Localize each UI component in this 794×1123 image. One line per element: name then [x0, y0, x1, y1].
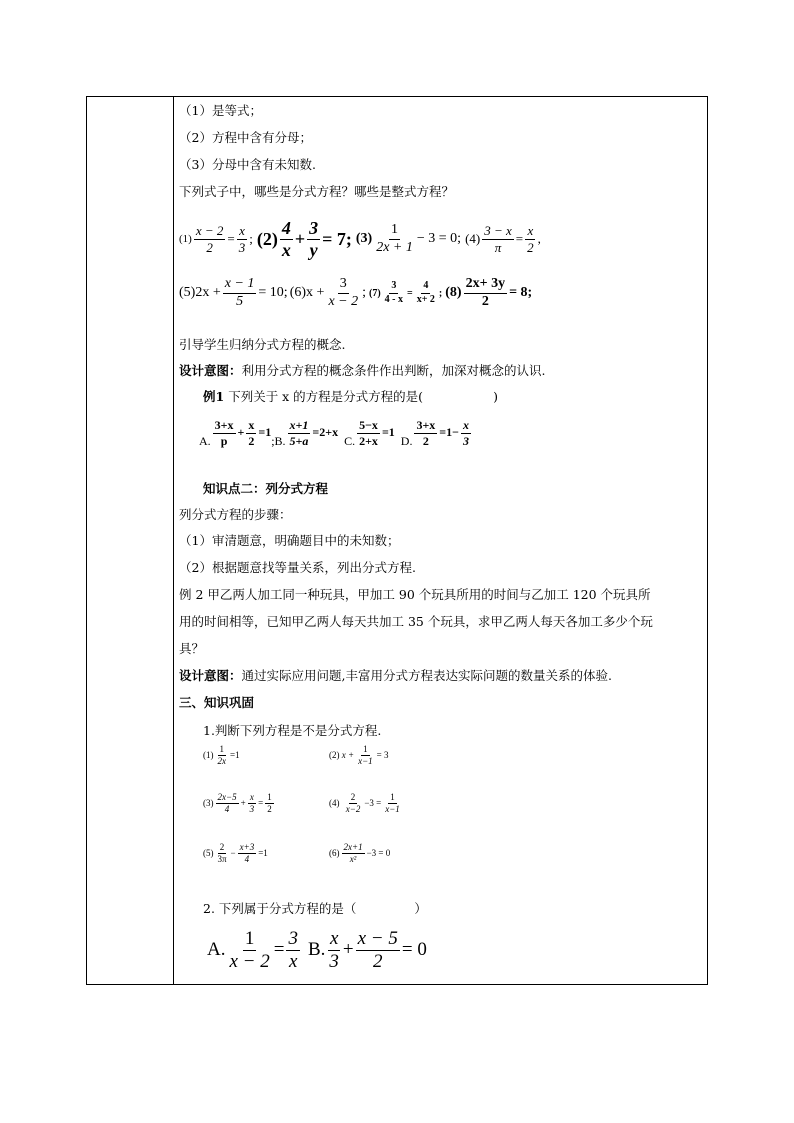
eq7: (7) $\frac{3}{4 - x}$ = $\frac{4}{x+ 2}$ ;	[369, 280, 443, 305]
q1-item-2: (2) x + $\frac{1}{x-1}$ = 3	[329, 744, 389, 767]
lesson-table	[86, 96, 708, 985]
q1-item-1: (1) $\frac{1}{2x}$ =1	[203, 744, 240, 767]
eq1: (1) $\frac{x - 2}{2}$ = $\frac{x}{3}$ ;	[179, 223, 253, 255]
option-d: D. $\frac{3+x}{2}$ =1− $\frac{x}{3}$	[400, 418, 469, 448]
q2-options	[207, 929, 427, 972]
q1-item-3: (3) $\frac{2x-5}{4}$ + $\frac{x}{3}$ = $\frac{1}{2}$	[203, 792, 272, 815]
example-1-options	[199, 419, 473, 447]
option-a: A. $\frac{3+x}{p}$ + $\frac{x}{2}$ =1	[199, 418, 272, 448]
q1-item-6: (6) $\frac{2x+1}{\text{x²}}$ −3 = 0	[329, 842, 391, 865]
eq2: (2) $\frac{4}{x}$ + $\frac{3}{y}$ = 7;	[256, 218, 352, 260]
example-1: 例1 下列关于 x 的方程是分式方程的是( )	[203, 389, 498, 404]
step-1: （1）审清题意，明确题目中的未知数；	[179, 533, 400, 548]
eq8: (8) $\frac{2x+ 3y}{2}$ = 8;	[445, 276, 533, 309]
table-column-divider	[173, 97, 174, 984]
question-1: 1.判断下列方程是不是分式方程.	[203, 723, 382, 738]
condition-2: （2）方程中含有分母；	[179, 130, 312, 145]
eq6: (6)x + $\frac{3}{x - 2}$ ;	[289, 276, 366, 309]
steps-title: 列分式方程的步骤：	[179, 507, 292, 522]
option-c: C. $\frac{5-x}{2+x}$ =1	[344, 418, 395, 448]
q1-item-5: (5) $\frac{2}{3\pi}$ − $\frac{x+3}{4}$ =1	[203, 842, 268, 865]
example-2-line-3: 具？	[179, 641, 205, 656]
design-intent-2: 设计意图：通过实际应用问题,丰富用分式方程表达实际问题的数量关系的体验.	[179, 668, 612, 683]
knowledge-point-2: 知识点二：列分式方程	[203, 481, 329, 496]
example-2-line-1: 例 2 甲乙两人加工同一种玩具，甲加工 90 个玩具所用的时间与乙加工 120 个玩具所	[179, 587, 651, 602]
equation-row-1	[179, 219, 541, 260]
q2-option-a: A. $\frac{1}{x - 2}$ = $\frac{3}{x}$	[207, 928, 298, 972]
section-3-heading: 三、知识巩固	[179, 695, 255, 710]
eq4: (4) $\frac{3 - x}{\pi}$ = $\frac{x}{2}$ ,	[465, 223, 541, 255]
example-2-line-2: 用的时间相等，已知甲乙两人每天共加工 35 个玩具，求甲乙两人每天各加工多少个玩	[179, 614, 653, 629]
guide-text: 引导学生归纳分式方程的概念.	[179, 337, 346, 352]
q2-option-b: B. $\frac{x}{3}$ + $\frac{x - 5}{2}$ = 0	[307, 928, 427, 972]
equation-row-2	[179, 277, 532, 309]
eq5: (5)2x + $\frac{x - 1}{5}$ = 10;	[179, 276, 288, 309]
option-b: ;B. $\frac{x+1}{5+a}$ =2+x	[271, 418, 339, 448]
condition-1: （1）是等式；	[179, 103, 262, 118]
condition-3: （3）分母中含有未知数.	[179, 157, 316, 172]
lesson-content-cell	[179, 97, 703, 984]
design-intent-1: 设计意图：利用分式方程的概念条件作出判断，加深对概念的认识.	[179, 363, 546, 378]
step-2: （2）根据题意找等量关系，列出分式方程.	[179, 560, 416, 575]
question-2: 2. 下列属于分式方程的是（ ）	[203, 901, 427, 916]
question-text: 下列式子中，哪些是分式方程？哪些是整式方程？	[179, 184, 455, 199]
q1-item-4: (4) $\frac{2}{x-2}$ −3 = $\frac{1}{x-1}$	[329, 792, 400, 815]
eq3: (3) $\frac{1}{2x + 1}$ − 3 = 0;	[355, 222, 462, 255]
